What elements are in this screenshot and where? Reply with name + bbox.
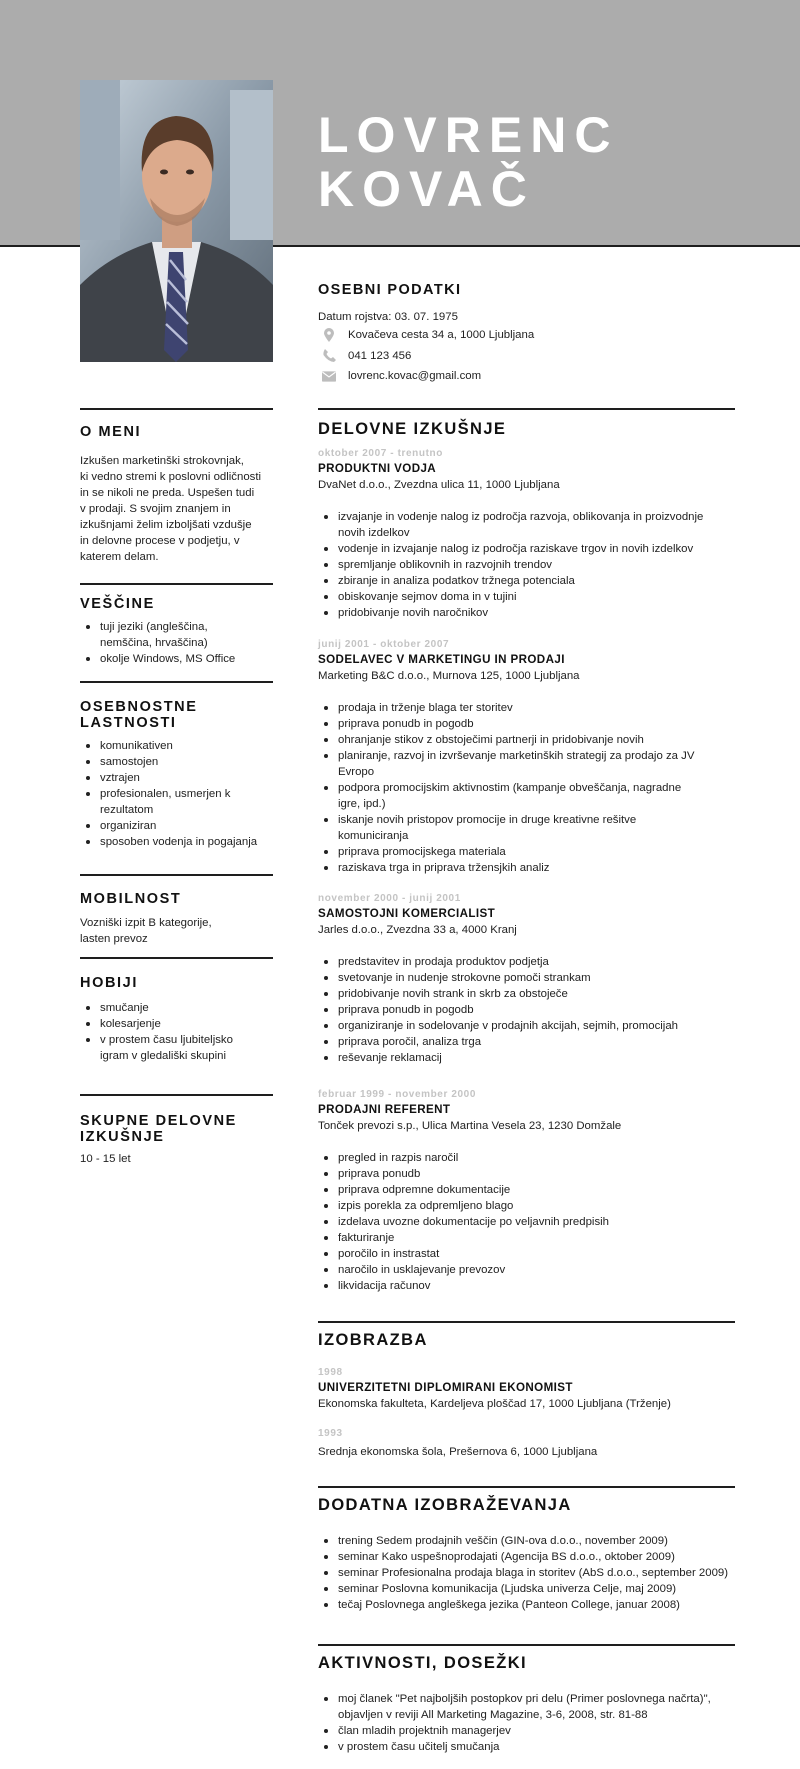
list-item: obiskovanje sejmov doma in v tujini xyxy=(318,589,703,605)
about-heading: O MENI xyxy=(80,424,142,440)
list-item: planiranje, razvoj in izvrševanje marketinških strategij za prodajo za JV Evropo xyxy=(318,748,694,780)
total-experience-heading: SKUPNE DELOVNE IZKUŠNJE xyxy=(80,1113,237,1145)
divider xyxy=(318,1486,735,1488)
hobbies-heading: HOBIJI xyxy=(80,975,138,991)
traits-heading: OSEBNOSTNE LASTNOSTI xyxy=(80,699,198,731)
list-item: pregled in razpis naročil xyxy=(318,1150,609,1166)
list-item: vztrajen xyxy=(80,770,257,786)
job-company: Jarles d.o.o., Zvezdna 33 a, 4000 Kranj xyxy=(318,924,517,936)
list-item: reševanje reklamacij xyxy=(318,1050,678,1066)
job-duties xyxy=(318,1150,609,1294)
list-item: likvidacija računov xyxy=(318,1278,609,1294)
divider xyxy=(318,1321,735,1323)
list-item: svetovanje in nudenje strokovne pomoči strankam xyxy=(318,970,678,986)
list-item: komunikativen xyxy=(80,738,257,754)
list-item: priprava promocijskega materiala xyxy=(318,844,694,860)
list-item: podpora promocijskim aktivnostim (kampanje obveščanja, nagradne igre, ipd.) xyxy=(318,780,694,812)
about-text: Izkušen marketinški strokovnjak, ki vedno stremi k poslovni odličnosti in se nikoli ne preda. Uspešen tudi v prodaji. S svojim znanjem in izkušnjami želim izboljšati vzdušje in delovne procese v podjetju, v katerem delam. xyxy=(80,455,262,563)
phone-text: 041 123 456 xyxy=(348,349,412,362)
address-text: Kovačeva cesta 34 a, 1000 Ljubljana xyxy=(348,329,535,341)
mobility-text: Vozniški izpit B kategorije, lasten prevoz xyxy=(80,917,212,945)
traits-list xyxy=(80,738,257,850)
list-item: v prostem času učitelj smučanja xyxy=(318,1739,711,1755)
divider xyxy=(80,957,273,959)
full-name xyxy=(318,108,618,216)
job-company: Tonček prevozi s.p., Ulica Martina Vesela 23, 1230 Domžale xyxy=(318,1120,622,1132)
list-item: trening Sedem prodajnih veščin (GIN-ova d.o.o., november 2009) xyxy=(318,1533,728,1549)
list-item: priprava ponudb in pogodb xyxy=(318,1002,678,1018)
experience-heading: DELOVNE IZKUŠNJE xyxy=(318,420,507,438)
address-row xyxy=(322,328,534,342)
education-year: 1993 xyxy=(318,1428,343,1439)
envelope-icon xyxy=(322,371,336,382)
education-heading: IZOBRAZBA xyxy=(318,1331,428,1349)
job-date: februar 1999 - november 2000 xyxy=(318,1089,476,1100)
list-item: priprava ponudb xyxy=(318,1166,609,1182)
list-item: organiziran xyxy=(80,818,257,834)
list-item: spremljanje oblikovnih in razvojnih trendov xyxy=(318,557,703,573)
job-title: SODELAVEC V MARKETINGU IN PRODAJI xyxy=(318,653,565,666)
list-item: profesionalen, usmerjen k rezultatom xyxy=(80,786,257,818)
divider xyxy=(80,408,273,410)
job-company: DvaNet d.o.o., Zvezdna ulica 11, 1000 Ljubljana xyxy=(318,479,560,491)
divider xyxy=(80,583,273,585)
activities-heading: AKTIVNOSTI, DOSEŽKI xyxy=(318,1654,528,1672)
list-item: okolje Windows, MS Office xyxy=(80,651,235,667)
total-experience-value: 10 - 15 let xyxy=(80,1153,131,1165)
list-item: seminar Profesionalna prodaja blaga in storitev (AbS d.o.o., september 2009) xyxy=(318,1565,728,1581)
list-item: sposoben vodenja in pogajanja xyxy=(80,834,257,850)
list-item: tuji jeziki (angleščina, nemščina, hrvaščina) xyxy=(80,619,235,651)
phone-row xyxy=(322,349,411,362)
list-item: priprava ponudb in pogodb xyxy=(318,716,694,732)
profile-photo xyxy=(80,80,273,362)
education-year: 1998 xyxy=(318,1367,343,1378)
divider xyxy=(80,874,273,876)
list-item: izdelava uvozne dokumentacije po veljavnih predpisih xyxy=(318,1214,609,1230)
job-title: PRODAJNI REFERENT xyxy=(318,1103,451,1116)
list-item: organiziranje in sodelovanje v prodajnih akcijah, sejmih, promocijah xyxy=(318,1018,678,1034)
training-list xyxy=(318,1533,728,1613)
skills-heading: VEŠČINE xyxy=(80,596,155,612)
location-pin-icon xyxy=(322,328,336,342)
job-company: Marketing B&C d.o.o., Murnova 125, 1000 Ljubljana xyxy=(318,670,580,682)
list-item: moj članek "Pet najboljših postopkov pri delu (Primer poslovnega načrta)", objavljen v reviji All Marketing Magazine, 3-6, 2008, str. 81-88 xyxy=(318,1691,711,1723)
education-detail: Ekonomska fakulteta, Kardeljeva ploščad 17, 1000 Ljubljana (Trženje) xyxy=(318,1398,671,1410)
job-title: PRODUKTNI VODJA xyxy=(318,462,437,475)
list-item: kolesarjenje xyxy=(80,1016,233,1032)
activities-list xyxy=(318,1691,711,1755)
list-item: tečaj Poslovnega angleškega jezika (Panteon College, januar 2008) xyxy=(318,1597,728,1613)
training-heading: DODATNA IZOBRAŽEVANJA xyxy=(318,1496,572,1514)
mobility-heading: MOBILNOST xyxy=(80,891,182,907)
list-item: samostojen xyxy=(80,754,257,770)
list-item: raziskava trga in priprava tržensjkih analiz xyxy=(318,860,694,876)
last-name: KOVAČ xyxy=(318,161,535,217)
list-item: priprava odpremne dokumentacije xyxy=(318,1182,609,1198)
job-date: november 2000 - junij 2001 xyxy=(318,893,461,904)
job-duties xyxy=(318,700,694,876)
hobbies-list xyxy=(80,1000,233,1064)
birth-date: Datum rojstva: 03. 07. 1975 xyxy=(318,311,458,323)
list-item: pridobivanje novih naročnikov xyxy=(318,605,703,621)
education-detail: Srednja ekonomska šola, Prešernova 6, 1000 Ljubljana xyxy=(318,1446,598,1458)
divider xyxy=(80,1094,273,1096)
list-item: seminar Kako uspešnoprodajati (Agencija BS d.o.o., oktober 2009) xyxy=(318,1549,728,1565)
job-date: oktober 2007 - trenutno xyxy=(318,448,443,459)
job-duties xyxy=(318,509,703,621)
list-item: iskanje novih pristopov promocije in druge kreativne rešitve komuniciranja xyxy=(318,812,694,844)
list-item: ohranjanje stikov z obstoječimi partnerji in pridobivanje novih xyxy=(318,732,694,748)
list-item: pridobivanje novih strank in skrb za obstoječe xyxy=(318,986,678,1002)
list-item: izvajanje in vodenje nalog iz področja razvoja, oblikovanja in proizvodnje novih izdelkov xyxy=(318,509,703,541)
list-item: fakturiranje xyxy=(318,1230,609,1246)
list-item: izpis porekla za odpremljeno blago xyxy=(318,1198,609,1214)
divider xyxy=(80,681,273,683)
skills-list xyxy=(80,619,235,667)
email-text: lovrenc.kovac@gmail.com xyxy=(348,370,482,382)
list-item: v prostem času ljubiteljsko igram v gledališki skupini xyxy=(80,1032,233,1064)
list-item: seminar Poslovna komunikacija (Ljudska univerza Celje, maj 2009) xyxy=(318,1581,728,1597)
divider xyxy=(318,408,735,410)
list-item: naročilo in usklajevanje prevozov xyxy=(318,1262,609,1278)
list-item: zbiranje in analiza podatkov tržnega potenciala xyxy=(318,573,703,589)
education-title: UNIVERZITETNI DIPLOMIRANI EKONOMIST xyxy=(318,1381,573,1394)
list-item: predstavitev in prodaja produktov podjetja xyxy=(318,954,678,970)
man-portrait-icon xyxy=(80,80,273,362)
divider xyxy=(318,1644,735,1646)
list-item: član mladih projektnih managerjev xyxy=(318,1723,711,1739)
first-name: LOVRENC xyxy=(318,107,619,163)
list-item: prodaja in trženje blaga ter storitev xyxy=(318,700,694,716)
job-duties xyxy=(318,954,678,1066)
list-item: vodenje in izvajanje nalog iz področja raziskave trgov in novih izdelkov xyxy=(318,541,703,557)
email-row xyxy=(322,370,481,382)
personal-heading: OSEBNI PODATKI xyxy=(318,282,462,298)
job-date: junij 2001 - oktober 2007 xyxy=(318,639,450,650)
list-item: smučanje xyxy=(80,1000,233,1016)
job-title: SAMOSTOJNI KOMERCIALIST xyxy=(318,907,496,920)
phone-icon xyxy=(322,349,336,362)
list-item: poročilo in instrastat xyxy=(318,1246,609,1262)
list-item: priprava poročil, analiza trga xyxy=(318,1034,678,1050)
